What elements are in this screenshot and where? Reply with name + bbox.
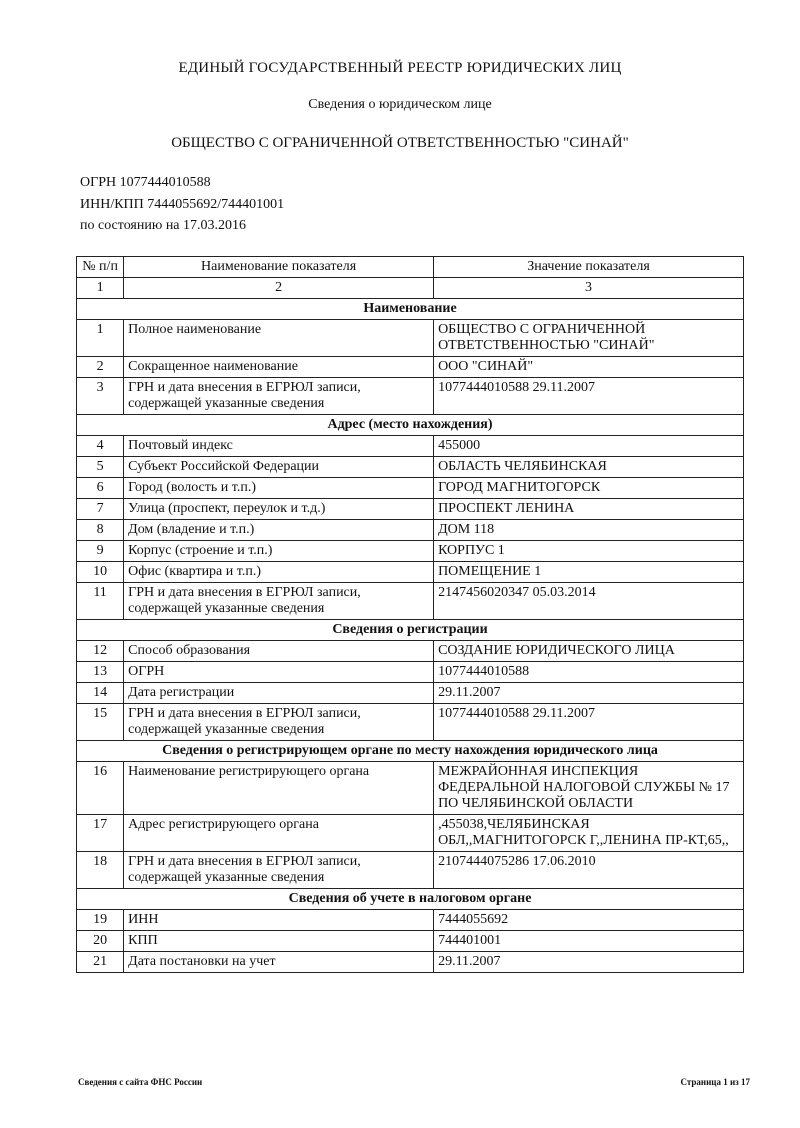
section-header-row: [77, 415, 744, 436]
table-row: [77, 562, 744, 583]
footer-page-number: Страница 1 из 17: [680, 1077, 750, 1087]
row-number: 13: [77, 662, 124, 683]
row-number: 15: [77, 704, 124, 741]
row-number: 10: [77, 562, 124, 583]
footer-source: Сведения с сайта ФНС России: [78, 1077, 203, 1087]
row-number: 20: [77, 931, 124, 952]
indicator-name: ГРН и дата внесения в ЕГРЮЛ записи, содержащей указанные сведения: [124, 583, 434, 620]
header-cell-number: № п/п: [77, 257, 124, 278]
table-row: [77, 952, 744, 973]
row-number: 2: [77, 357, 124, 378]
table-row: [77, 320, 744, 357]
table-row: [77, 436, 744, 457]
indicator-value: ДОМ 118: [434, 520, 744, 541]
table-header-row: [77, 257, 744, 278]
indicator-value: 1077444010588: [434, 662, 744, 683]
indicator-value: 1077444010588 29.11.2007: [434, 704, 744, 741]
indicator-value: 744401001: [434, 931, 744, 952]
indicator-name: Город (волость и т.п.): [124, 478, 434, 499]
indicator-name: Наименование регистрирующего органа: [124, 762, 434, 815]
table-row: [77, 704, 744, 741]
indicator-name: ГРН и дата внесения в ЕГРЮЛ записи, содержащей указанные сведения: [124, 704, 434, 741]
table-row: [77, 931, 744, 952]
indicator-name: Почтовый индекс: [124, 436, 434, 457]
indicator-name: КПП: [124, 931, 434, 952]
indicator-value: ООО "СИНАЙ": [434, 357, 744, 378]
row-number: 9: [77, 541, 124, 562]
table-row: [77, 683, 744, 704]
section-title: Сведения об учете в налоговом органе: [77, 889, 744, 910]
table-row: [77, 357, 744, 378]
row-number: 5: [77, 457, 124, 478]
table-row: [77, 520, 744, 541]
section-title: Сведения о регистрирующем органе по месту нахождения юридического лица: [77, 741, 744, 762]
indicator-value: МЕЖРАЙОННАЯ ИНСПЕКЦИЯ ФЕДЕРАЛЬНОЙ НАЛОГОВОЙ СЛУЖБЫ № 17 ПО ЧЕЛЯБИНСКОЙ ОБЛАСТИ: [434, 762, 744, 815]
indicator-name: Способ образования: [124, 641, 434, 662]
indicator-name: Дата постановки на учет: [124, 952, 434, 973]
row-number: 6: [77, 478, 124, 499]
row-number: 16: [77, 762, 124, 815]
table-row: [77, 583, 744, 620]
indicator-name: Полное наименование: [124, 320, 434, 357]
indicator-name: ОГРН: [124, 662, 434, 683]
indicator-value: ОБЛАСТЬ ЧЕЛЯБИНСКАЯ: [434, 457, 744, 478]
indicator-value: ОБЩЕСТВО С ОГРАНИЧЕННОЙ ОТВЕТСТВЕННОСТЬЮ "СИНАЙ": [434, 320, 744, 357]
row-number: 19: [77, 910, 124, 931]
indicator-value: 29.11.2007: [434, 683, 744, 704]
indicator-name: Дом (владение и т.п.): [124, 520, 434, 541]
table-row: [77, 852, 744, 889]
section-title: Адрес (место нахождения): [77, 415, 744, 436]
registry-title: ЕДИНЫЙ ГОСУДАРСТВЕННЫЙ РЕЕСТР ЮРИДИЧЕСКИХ ЛИЦ: [178, 60, 622, 76]
indicator-value: ,455038,ЧЕЛЯБИНСКАЯ ОБЛ,,МАГНИТОГОРСК Г,,ЛЕНИНА ПР-КТ,65,,: [434, 815, 744, 852]
indicator-name: ГРН и дата внесения в ЕГРЮЛ записи, содержащей указанные сведения: [124, 378, 434, 415]
indicator-value: КОРПУС 1: [434, 541, 744, 562]
row-number: 8: [77, 520, 124, 541]
header-cell-indicator: Наименование показателя: [124, 257, 434, 278]
indicator-name: Адрес регистрирующего органа: [124, 815, 434, 852]
row-number: 7: [77, 499, 124, 520]
indicator-value: 455000: [434, 436, 744, 457]
indicator-value: 2107444075286 17.06.2010: [434, 852, 744, 889]
row-number: 11: [77, 583, 124, 620]
row-number: 12: [77, 641, 124, 662]
column-number-2: 2: [124, 278, 434, 299]
indicator-name: Субъект Российской Федерации: [124, 457, 434, 478]
table-row: [77, 378, 744, 415]
table-row: [77, 910, 744, 931]
header-cell-value: Значение показателя: [434, 257, 744, 278]
row-number: 17: [77, 815, 124, 852]
indicator-value: 2147456020347 05.03.2014: [434, 583, 744, 620]
registry-table: [76, 256, 744, 973]
section-header-row: [77, 299, 744, 320]
column-number-1: 1: [77, 278, 124, 299]
indicator-value: 7444055692: [434, 910, 744, 931]
inn-kpp-line: ИНН/КПП 7444055692/744401001: [80, 197, 285, 212]
table-row: [77, 641, 744, 662]
indicator-name: Корпус (строение и т.п.): [124, 541, 434, 562]
section-header-row: [77, 889, 744, 910]
table-row: [77, 541, 744, 562]
section-header-row: [77, 741, 744, 762]
section-header-row: [77, 620, 744, 641]
table-row: [77, 499, 744, 520]
company-title: ОБЩЕСТВО С ОГРАНИЧЕННОЙ ОТВЕТСТВЕННОСТЬЮ "СИНАЙ": [171, 135, 629, 151]
indicator-name: Дата регистрации: [124, 683, 434, 704]
section-title: Сведения о регистрации: [77, 620, 744, 641]
indicator-value: ПОМЕЩЕНИЕ 1: [434, 562, 744, 583]
indicator-name: Сокращенное наименование: [124, 357, 434, 378]
indicator-name: Офис (квартира и т.п.): [124, 562, 434, 583]
section-title: Наименование: [77, 299, 744, 320]
table-row: [77, 662, 744, 683]
indicator-value: 1077444010588 29.11.2007: [434, 378, 744, 415]
row-number: 21: [77, 952, 124, 973]
row-number: 1: [77, 320, 124, 357]
row-number: 18: [77, 852, 124, 889]
ogrn-line: ОГРН 1077444010588: [80, 175, 211, 190]
row-number: 14: [77, 683, 124, 704]
column-number-row: [77, 278, 744, 299]
row-number: 3: [77, 378, 124, 415]
indicator-value: ГОРОД МАГНИТОГОРСК: [434, 478, 744, 499]
table-row: [77, 762, 744, 815]
as-of-date-line: по состоянию на 17.03.2016: [80, 218, 247, 233]
indicator-value: СОЗДАНИЕ ЮРИДИЧЕСКОГО ЛИЦА: [434, 641, 744, 662]
indicator-name: ГРН и дата внесения в ЕГРЮЛ записи, содержащей указанные сведения: [124, 852, 434, 889]
indicator-value: ПРОСПЕКТ ЛЕНИНА: [434, 499, 744, 520]
table-row: [77, 478, 744, 499]
row-number: 4: [77, 436, 124, 457]
table-row: [77, 457, 744, 478]
document-subtitle: Сведения о юридическом лице: [308, 97, 492, 112]
table-row: [77, 815, 744, 852]
indicator-name: Улица (проспект, переулок и т.д.): [124, 499, 434, 520]
column-number-3: 3: [434, 278, 744, 299]
indicator-value: 29.11.2007: [434, 952, 744, 973]
indicator-name: ИНН: [124, 910, 434, 931]
